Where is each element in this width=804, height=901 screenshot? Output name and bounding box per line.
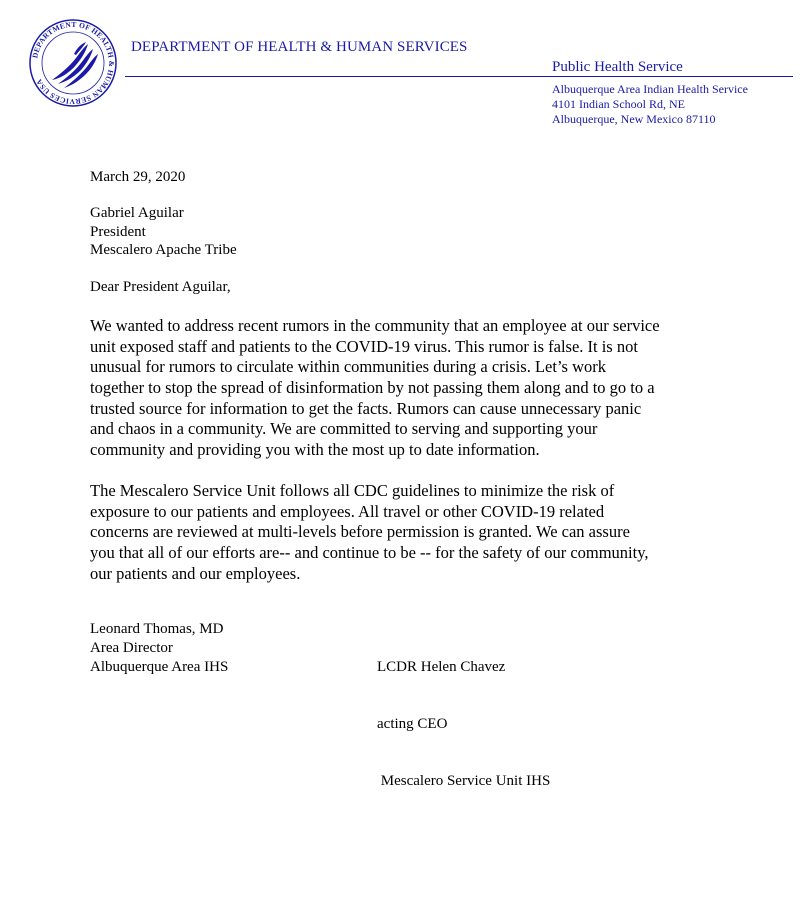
hhs-seal-logo bbox=[28, 18, 118, 108]
paragraph-line: together to stop the spread of disinformation by not passing them along and to go to a bbox=[90, 378, 655, 398]
paragraph-line: our patients and our employees. bbox=[90, 563, 301, 583]
paragraph-line: unusual for rumors to circulate within communities during a crisis. Let’s work bbox=[90, 357, 606, 377]
paragraph-line: concerns are reviewed at multi-levels before permission is granted. We can assure bbox=[90, 522, 630, 542]
agency-address bbox=[552, 82, 748, 127]
recipient-org: Mescalero Apache Tribe bbox=[90, 242, 237, 258]
paragraph-line: exposure to our patients and employees. All travel or other COVID-19 related bbox=[90, 501, 605, 521]
salutation: Dear President Aguilar, bbox=[90, 279, 231, 295]
department-name: DEPARTMENT OF HEALTH & HUMAN SERVICES bbox=[131, 39, 468, 55]
letterhead-rule bbox=[125, 76, 793, 77]
paragraph-line: unit exposed staff and patients to the COVID-19 virus. This rumor is false. It is not bbox=[90, 336, 638, 356]
agency-name: Public Health Service bbox=[552, 59, 683, 75]
paragraph-line: We wanted to address recent rumors in the community that an employee at our service bbox=[90, 316, 660, 335]
signer-org: Albuquerque Area IHS bbox=[90, 659, 229, 675]
signer-title: acting CEO bbox=[377, 716, 448, 732]
signature-block-area-director bbox=[90, 620, 228, 677]
signature-block-ceo bbox=[377, 620, 550, 810]
signer-title: Area Director bbox=[90, 640, 173, 656]
paragraph-line: you that all of our efforts are-- and continue to be -- for the safety of our community, bbox=[90, 543, 649, 563]
paragraph-line: community and providing you with the most up to date information. bbox=[90, 440, 540, 460]
signer-name: Leonard Thomas, MD bbox=[90, 621, 224, 637]
signer-org: Mescalero Service Unit IHS bbox=[377, 773, 551, 789]
paragraph-line: and chaos in a community. We are committed to serving and supporting your bbox=[90, 419, 598, 439]
address-line: Albuquerque, New Mexico 87110 bbox=[552, 112, 716, 126]
paragraph-line: The Mescalero Service Unit follows all CDC guidelines to minimize the risk of bbox=[90, 481, 615, 500]
paragraph-line: trusted source for information to get the facts. Rumors can cause unnecessary panic bbox=[90, 398, 642, 418]
recipient-name: Gabriel Aguilar bbox=[90, 205, 184, 221]
recipient-title: President bbox=[90, 223, 146, 240]
letter-date: March 29, 2020 bbox=[90, 169, 186, 185]
body-paragraph-1 bbox=[90, 316, 730, 461]
address-line: 4101 Indian School Rd, NE bbox=[552, 97, 685, 111]
address-line: Albuquerque Area Indian Health Service bbox=[552, 82, 748, 96]
svg-text:DEPARTMENT OF HEALTH & HUMAN S: DEPARTMENT OF HEALTH & HUMAN SERVICES USA bbox=[30, 19, 117, 107]
body-paragraph-2 bbox=[90, 481, 730, 584]
signer-name: LCDR Helen Chavez bbox=[377, 659, 506, 675]
